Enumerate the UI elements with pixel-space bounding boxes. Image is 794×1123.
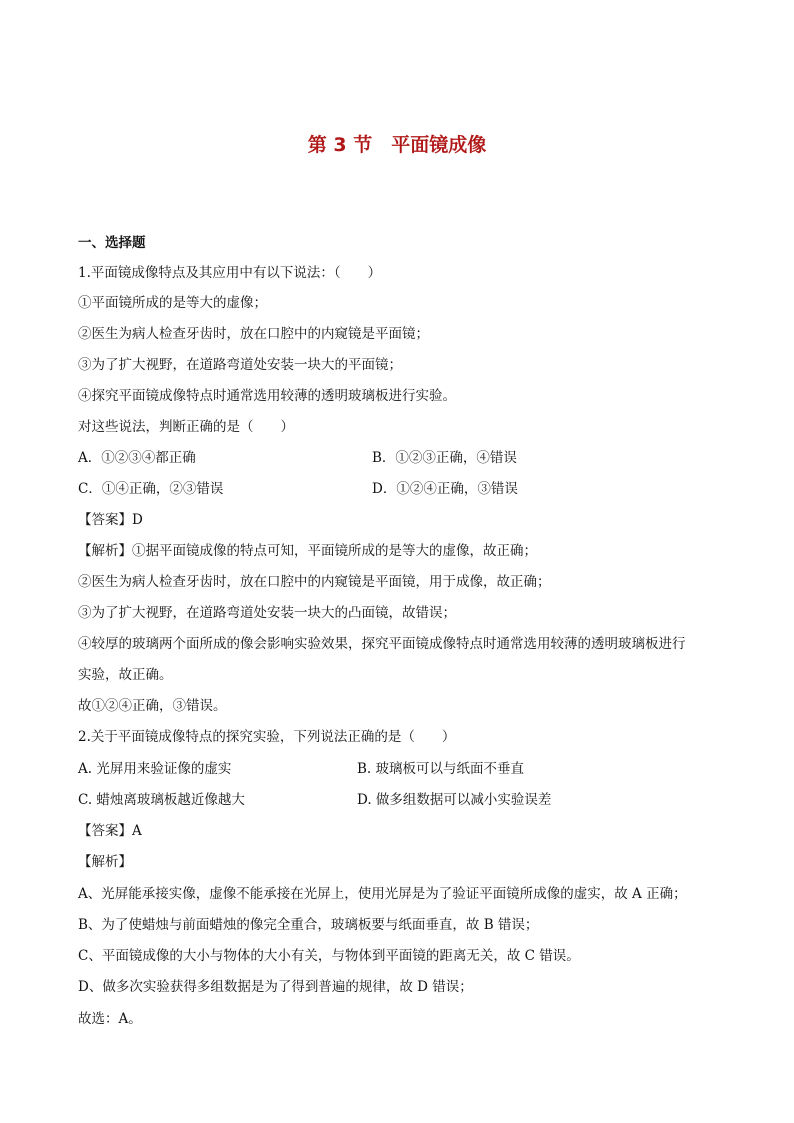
q1-analysis-2: ②医生为病人检查牙齿时，放在口腔中的内窥镜是平面镜，用于成像，故正确；	[78, 574, 551, 590]
q2-analysis-3: C、平面镜成像的大小与物体的大小有关，与物体到平面镜的距离无关，故 C 错误。	[78, 948, 580, 964]
q2-option-a: A. 光屏用来验证像的虚实	[78, 761, 232, 777]
page-title: 第 3 节 平面镜成像	[307, 134, 487, 156]
q1-analysis-1: 【解析】①据平面镜成像的特点可知，平面镜所成的是等大的虚像，故正确；	[78, 543, 537, 559]
q1-option-b: B．①②③正确，④错误	[372, 450, 517, 466]
section-heading: 一、选择题	[78, 235, 146, 251]
q1-stem: 1.平面镜成像特点及其应用中有以下说法：（ ）	[78, 265, 382, 281]
q2-option-b: B. 玻璃板可以与纸面不垂直	[357, 761, 525, 777]
q2-analysis-heading: 【解析】	[78, 854, 132, 870]
q1-analysis-4: ④较厚的玻璃两个面所成的像会影响实验效果，探究平面镜成像特点时通常选用较薄的透明玻璃板进行	[78, 636, 686, 652]
q1-option-a: A．①②③④都正确	[78, 450, 196, 466]
q1-statement-1: ①平面镜所成的是等大的虚像；	[78, 295, 267, 311]
q2-stem: 2.关于平面镜成像特点的探究实验，下列说法正确的是（ ）	[78, 729, 456, 745]
q1-statement-3: ③为了扩大视野，在道路弯道处安装一块大的平面镜；	[78, 357, 402, 373]
q2-analysis-5: 故选：A。	[78, 1011, 142, 1027]
q1-answer: 【答案】D	[78, 512, 143, 528]
q2-analysis-4: D、做多次实验获得多组数据是为了得到普遍的规律，故 D 错误；	[78, 979, 473, 995]
q1-option-c: C．①④正确，②③错误	[78, 481, 224, 497]
q1-analysis-5: 实验，故正确。	[78, 667, 173, 683]
q2-option-d: D. 做多组数据可以减小实验误差	[357, 792, 552, 808]
q1-analysis-6: 故①②④正确，③错误。	[78, 698, 227, 714]
q1-prompt: 对这些说法，判断正确的是（ ）	[78, 419, 294, 435]
q1-analysis-3: ③为了扩大视野，在道路弯道处安装一块大的凸面镜，故错误；	[78, 605, 456, 621]
q1-statement-2: ②医生为病人检查牙齿时，放在口腔中的内窥镜是平面镜；	[78, 326, 429, 342]
q1-statement-4: ④探究平面镜成像特点时通常选用较薄的透明玻璃板进行实验。	[78, 388, 456, 404]
q1-option-d: D．①②④正确，③错误	[372, 481, 518, 497]
q2-analysis-2: B、为了使蜡烛与前面蜡烛的像完全重合，玻璃板要与纸面垂直，故 B 错误；	[78, 917, 539, 933]
q2-answer: 【答案】A	[78, 823, 142, 839]
q2-option-c: C. 蜡烛离玻璃板越近像越大	[78, 792, 245, 808]
q2-analysis-1: A、光屏能承接实像，虚像不能承接在光屏上，使用光屏是为了验证平面镜所成像的虚实，故 A 正确；	[78, 886, 687, 902]
